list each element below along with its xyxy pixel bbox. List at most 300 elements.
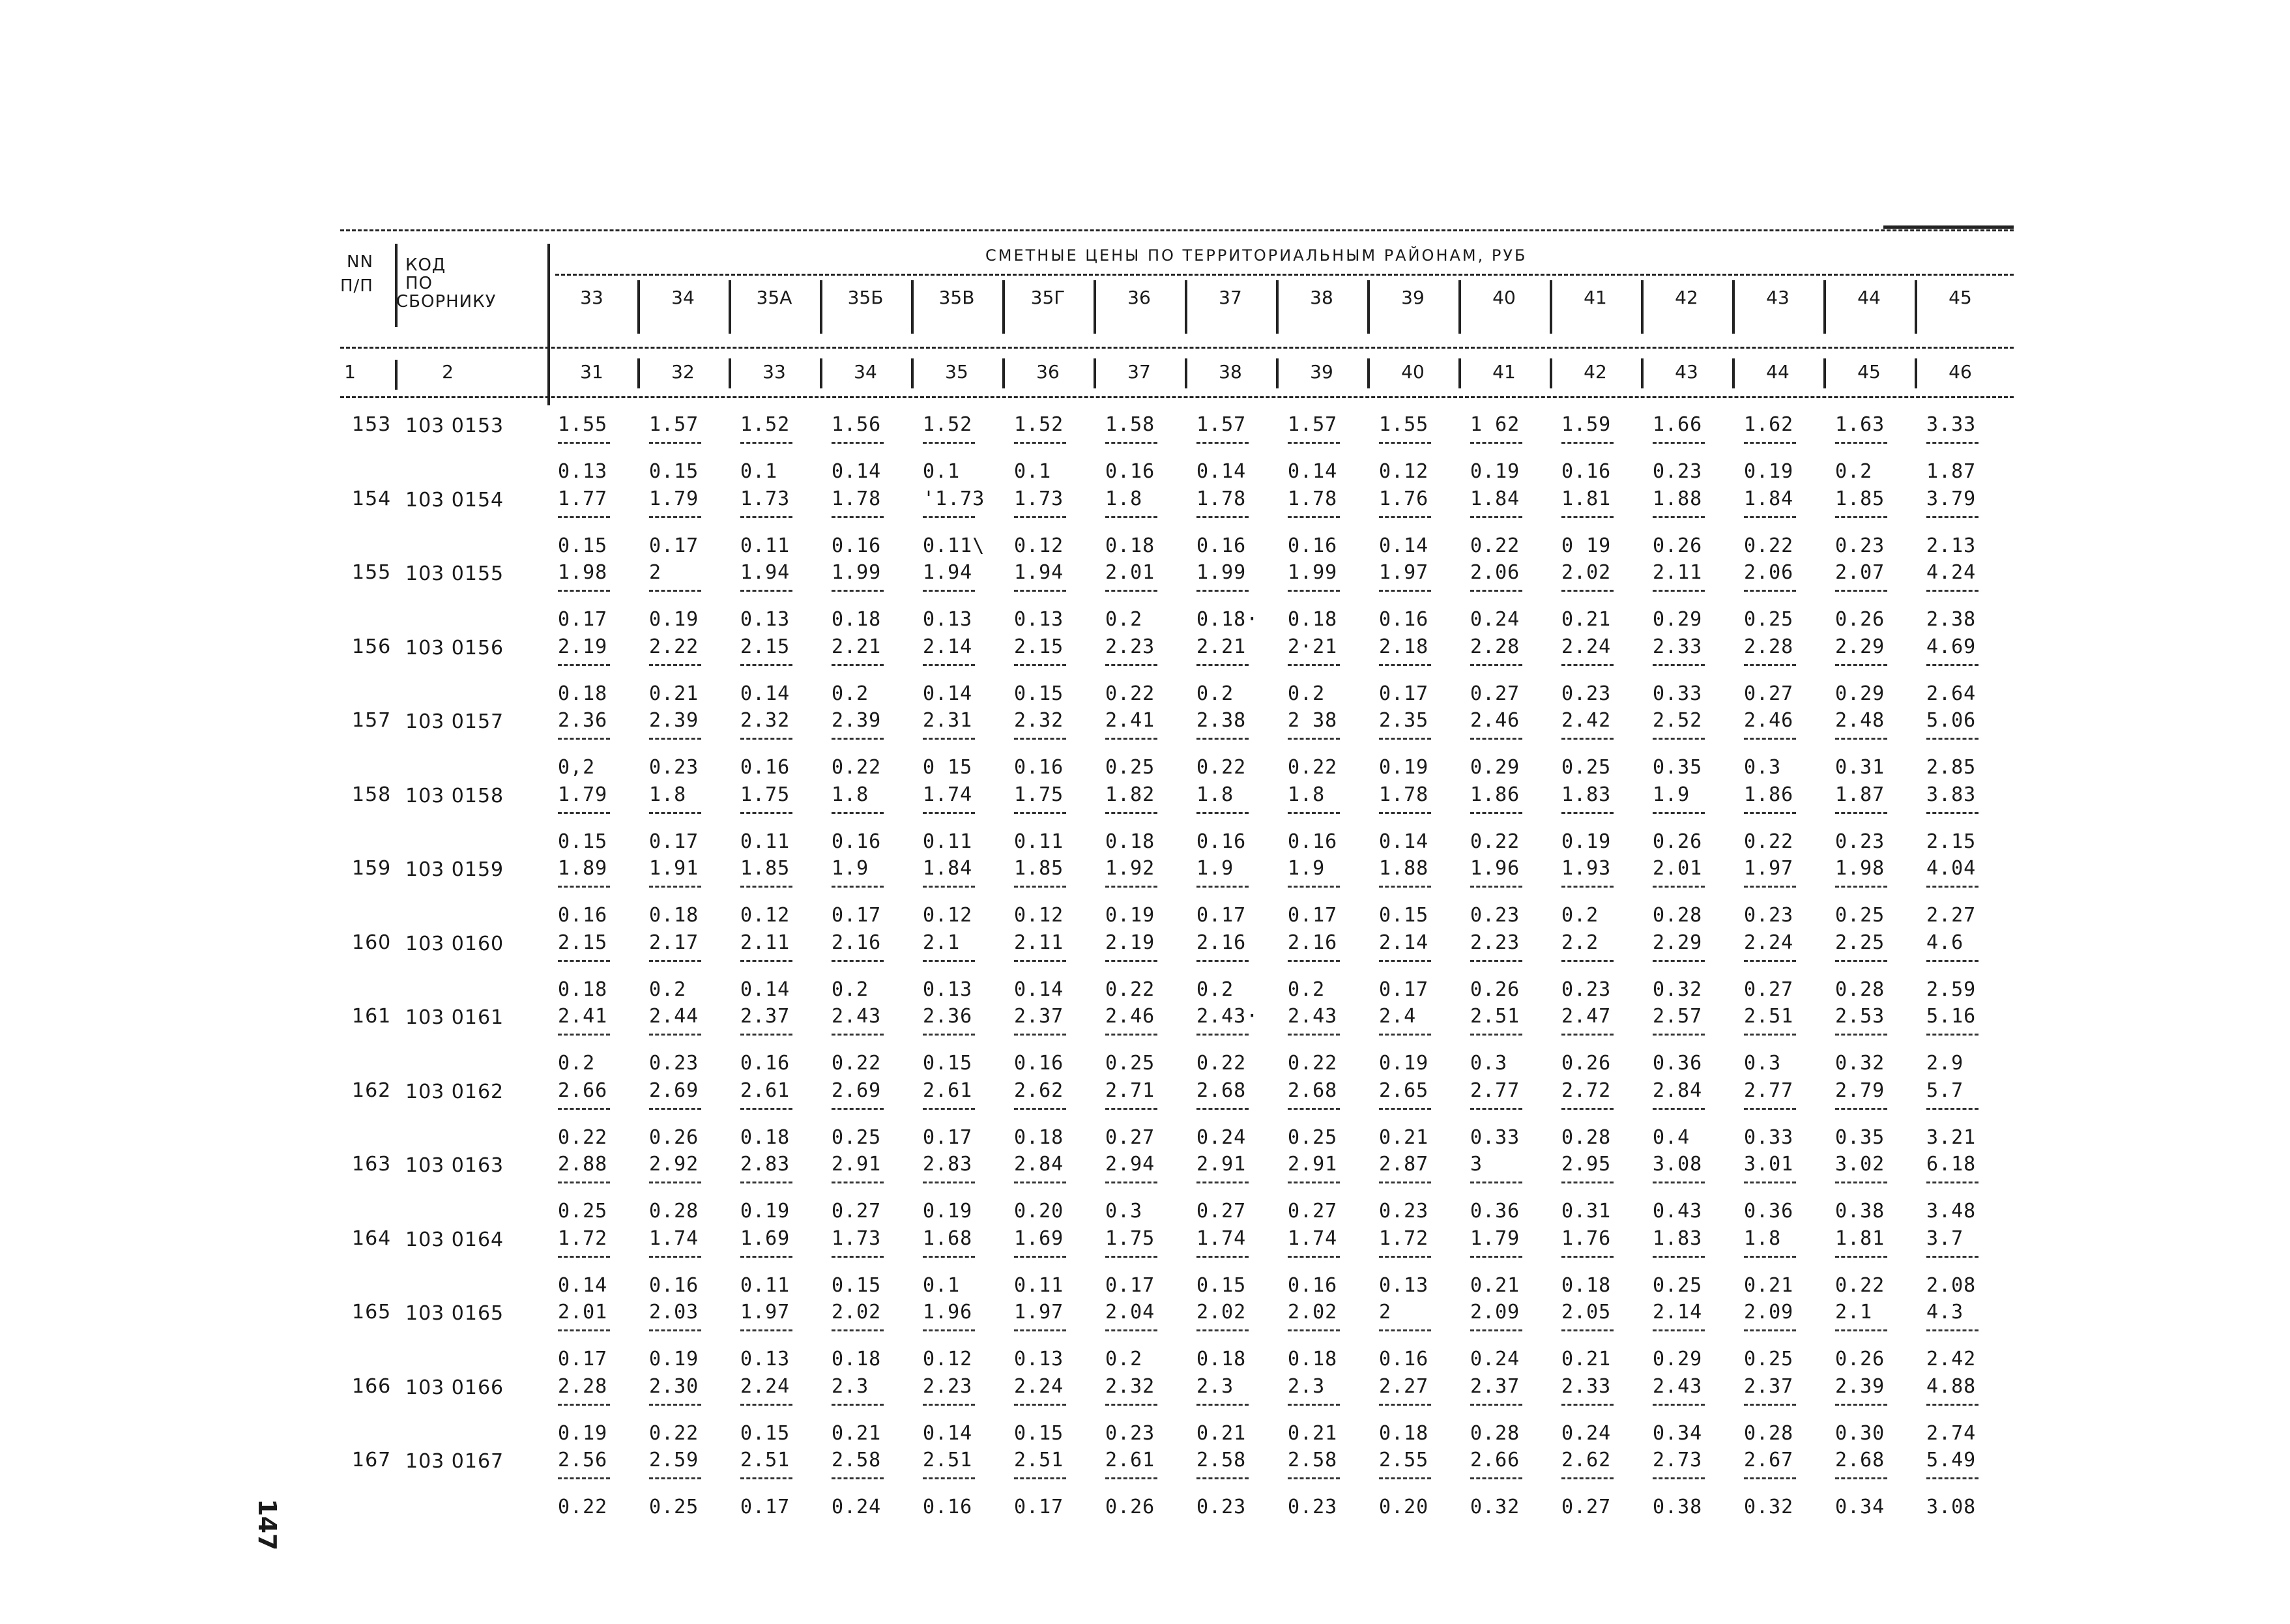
price-value: 1.8: [832, 783, 869, 806]
fraction-rule: [1744, 516, 1796, 518]
price-value: 2.59: [649, 1449, 699, 1472]
price-subvalue: 0.23: [1561, 978, 1612, 1001]
price-value: 2.21: [1196, 635, 1247, 658]
price-value: 2.01: [558, 1301, 608, 1324]
price-subvalue: 0.32: [1835, 1052, 1885, 1075]
price-subvalue: 0.23: [1470, 904, 1520, 927]
price-value: 2.58: [1288, 1449, 1338, 1472]
fraction-rule: [923, 1034, 975, 1036]
price-value: 2 38: [1288, 709, 1338, 732]
price-value: 2.3: [1196, 1374, 1234, 1398]
row-code: 103 0162: [405, 1080, 504, 1103]
price-subvalue: 0.19: [1561, 830, 1612, 853]
code-header-line2: ПО: [405, 274, 433, 293]
price-subvalue: 0.21: [1561, 608, 1612, 631]
price-subvalue: 0.3: [1470, 1052, 1508, 1075]
price-subvalue: 0.25: [1561, 756, 1612, 779]
price-subvalue: 3.21: [1926, 1125, 1977, 1149]
fraction-rule: [1014, 738, 1066, 740]
fraction-rule: [740, 1182, 792, 1183]
header-separator-district: [1458, 280, 1461, 334]
price-subvalue: 2.13: [1926, 534, 1977, 557]
price-value: 2.39: [649, 709, 699, 732]
price-value: 2.15: [1014, 635, 1064, 658]
fraction-rule: [558, 1477, 610, 1479]
row-number: 156: [352, 635, 392, 658]
fraction-rule: [832, 738, 884, 740]
fraction-rule: [1105, 1108, 1157, 1110]
price-value: 2.83: [740, 1153, 790, 1176]
price-value: 2.92: [649, 1153, 699, 1176]
fraction-rule: [649, 664, 701, 666]
price-subvalue: 0.17: [1288, 904, 1338, 927]
fraction-rule: [923, 1256, 975, 1258]
fraction-rule: [1379, 886, 1431, 888]
price-value: 2.02: [1561, 561, 1612, 584]
price-subvalue: 0.19: [1379, 756, 1429, 779]
fraction-rule: [1835, 1477, 1887, 1479]
price-subvalue: 0.17: [1379, 978, 1429, 1001]
fraction-rule: [1014, 1477, 1066, 1479]
price-value: 4.04: [1926, 857, 1977, 880]
price-value: 2.1: [1835, 1301, 1873, 1324]
price-value: 1.75: [1014, 783, 1064, 806]
price-subvalue: 0.18: [1288, 1348, 1338, 1370]
price-value: 2.69: [832, 1079, 882, 1102]
price-subvalue: 0.14: [832, 460, 882, 483]
row-code: 103 0156: [405, 636, 504, 660]
price-subvalue: 0.2: [1561, 904, 1599, 927]
fraction-rule: [1561, 1182, 1614, 1183]
price-subvalue: 0.14: [1288, 460, 1338, 483]
price-value: 2.1: [923, 931, 961, 954]
price-value: 1.56: [832, 413, 882, 436]
fraction-rule: [1288, 590, 1340, 592]
header-top-solid-mark: [1883, 225, 2014, 229]
fraction-rule: [740, 1256, 792, 1258]
price-value: 1.9: [1653, 783, 1690, 806]
fraction-rule: [649, 516, 701, 518]
price-subvalue: 0.18: [1105, 534, 1155, 557]
fraction-rule: [1196, 738, 1249, 740]
price-value: 3.01: [1744, 1153, 1794, 1176]
price-value: 2.91: [1196, 1153, 1247, 1176]
price-value: 2.66: [1470, 1449, 1520, 1472]
price-value: 1.79: [558, 783, 608, 806]
price-value: 2.19: [558, 635, 608, 658]
price-subvalue: 0.23: [1561, 682, 1612, 705]
fraction-rule: [1105, 1329, 1157, 1331]
fraction-rule: [649, 886, 701, 888]
fraction-rule: [1470, 664, 1522, 666]
price-value: 1.8: [1744, 1226, 1782, 1250]
price-subvalue: 0.16: [740, 1052, 790, 1075]
price-subvalue: 0.38: [1835, 1200, 1885, 1223]
price-value: 2.16: [832, 931, 882, 954]
price-subvalue: 0.34: [1653, 1421, 1703, 1445]
column-number: 43: [1675, 361, 1698, 383]
fraction-rule: [1835, 1108, 1887, 1110]
price-subvalue: 0.2: [1105, 1348, 1143, 1370]
price-subvalue: 0.36: [1744, 1200, 1794, 1223]
fraction-rule: [1105, 590, 1157, 592]
price-subvalue: 0.2: [832, 682, 869, 705]
fraction-rule: [1014, 1182, 1066, 1183]
fraction-rule: [1653, 960, 1705, 962]
fraction-rule: [558, 812, 610, 814]
price-subvalue: 0.25: [1744, 608, 1794, 631]
row-number: 163: [352, 1153, 392, 1176]
district-header: 42: [1675, 287, 1698, 308]
fraction-rule: [1653, 886, 1705, 888]
price-value: 2.43·: [1196, 1005, 1259, 1028]
price-subvalue: 0.36: [1470, 1200, 1520, 1223]
fraction-rule: [649, 590, 701, 592]
column-number: 46: [1949, 361, 1972, 383]
district-header: 43: [1766, 287, 1790, 308]
fraction-rule: [1470, 960, 1522, 962]
price-subvalue: 0.13: [1379, 1273, 1429, 1297]
price-subvalue: 0.36: [1653, 1052, 1703, 1075]
fraction-rule: [1196, 1182, 1249, 1183]
price-subvalue: 0.1: [923, 1273, 961, 1297]
price-subvalue: 0.18: [832, 608, 882, 631]
column-number: 1: [344, 361, 356, 383]
fraction-rule: [923, 960, 975, 962]
price-subvalue: 0.22: [1196, 756, 1247, 779]
fraction-rule: [1561, 738, 1614, 740]
price-subvalue: 0.17: [923, 1125, 973, 1149]
price-value: 1.82: [1105, 783, 1155, 806]
fraction-rule: [1379, 960, 1431, 962]
fraction-rule: [740, 1329, 792, 1331]
price-subvalue: 0.16: [649, 1273, 699, 1297]
fraction-rule: [1470, 516, 1522, 518]
fraction-rule: [1561, 960, 1614, 962]
price-value: 2.39: [832, 709, 882, 732]
price-value: 2.4: [1379, 1005, 1417, 1028]
price-value: 2.84: [1014, 1153, 1064, 1176]
price-subvalue: 0.17: [832, 904, 882, 927]
price-value: 2.69: [649, 1079, 699, 1102]
price-value: 2.22: [649, 635, 699, 658]
price-value: 2.67: [1744, 1449, 1794, 1472]
fraction-rule: [1014, 1404, 1066, 1406]
price-value: 2.91: [1288, 1153, 1338, 1176]
row-number: 167: [352, 1449, 392, 1472]
fraction-rule: [1196, 886, 1249, 888]
header-separator-colnum: [1823, 358, 1826, 388]
price-value: 1.86: [1744, 783, 1794, 806]
price-value: 2.31: [923, 709, 973, 732]
price-value: 1.76: [1379, 487, 1429, 510]
fraction-rule: [1653, 1404, 1705, 1406]
price-subvalue: 0.14: [1196, 460, 1247, 483]
price-value: 2.14: [1653, 1301, 1703, 1324]
row-number: 164: [352, 1226, 392, 1250]
fraction-rule: [1288, 1034, 1340, 1036]
fraction-rule: [1744, 812, 1796, 814]
fraction-rule: [649, 1256, 701, 1258]
price-value: 1.66: [1653, 413, 1703, 436]
price-value: 4.24: [1926, 561, 1977, 584]
price-subvalue: 0.22: [1744, 830, 1794, 853]
fraction-rule: [649, 1404, 701, 1406]
column-number: 35: [945, 361, 968, 383]
header-separator-district: [1732, 280, 1735, 334]
body-top-rule: [340, 396, 2014, 398]
price-value: 2: [649, 561, 662, 584]
price-subvalue: 0.23: [1835, 830, 1885, 853]
fraction-rule: [1926, 886, 1978, 888]
fraction-rule: [1561, 1034, 1614, 1036]
price-value: 1.55: [1379, 413, 1429, 436]
price-value: 2.77: [1470, 1079, 1520, 1102]
price-subvalue: 0.28: [1744, 1421, 1794, 1445]
price-value: 1.73: [832, 1226, 882, 1250]
fraction-rule: [558, 960, 610, 962]
fraction-rule: [1379, 1108, 1431, 1110]
fraction-rule: [1561, 664, 1614, 666]
fraction-rule: [1105, 1256, 1157, 1258]
price-subvalue: 2.15: [1926, 830, 1977, 853]
price-value: 1.98: [558, 561, 608, 584]
header-separator-district: [1094, 280, 1096, 334]
price-value: 1.57: [649, 413, 699, 436]
price-value: 2.09: [1744, 1301, 1794, 1324]
price-subvalue: 0.12: [1014, 534, 1064, 557]
price-value: 2.58: [832, 1449, 882, 1472]
price-value: 2.05: [1561, 1301, 1612, 1324]
price-subvalue: 0.12: [923, 904, 973, 927]
fraction-rule: [1653, 590, 1705, 592]
price-value: 2.55: [1379, 1449, 1429, 1472]
price-subvalue: 0.33: [1744, 1125, 1794, 1149]
price-value: 1.97: [740, 1301, 790, 1324]
page-number: 147: [253, 1499, 282, 1551]
price-subvalue: 0,2: [558, 756, 596, 779]
price-value: 2.71: [1105, 1079, 1155, 1102]
price-value: 2.52: [1653, 709, 1703, 732]
price-subvalue: 0.26: [1835, 1348, 1885, 1370]
fraction-rule: [1744, 442, 1796, 444]
price-subvalue: 0.22: [832, 756, 882, 779]
fraction-rule: [1105, 960, 1157, 962]
fraction-rule: [740, 1477, 792, 1479]
price-subvalue: 0.25: [1105, 1052, 1155, 1075]
fraction-rule: [1470, 1182, 1522, 1183]
price-value: 2.11: [1014, 931, 1064, 954]
price-value: 2.33: [1561, 1374, 1612, 1398]
price-subvalue: 0.18: [558, 978, 608, 1001]
fraction-rule: [1105, 812, 1157, 814]
fraction-rule: [1835, 886, 1887, 888]
price-value: 2.79: [1835, 1079, 1885, 1102]
fraction-rule: [923, 516, 975, 518]
price-value: 1.75: [740, 783, 790, 806]
price-value: 1.52: [923, 413, 973, 436]
price-subvalue: 0.28: [1470, 1421, 1520, 1445]
price-subvalue: 0.29: [1653, 1348, 1703, 1370]
price-subvalue: 0.21: [1744, 1273, 1794, 1297]
price-subvalue: 0.21: [649, 682, 699, 705]
fraction-rule: [649, 812, 701, 814]
price-value: 2.61: [740, 1079, 790, 1102]
price-value: 2.35: [1379, 709, 1429, 732]
price-value: 1.77: [558, 487, 608, 510]
price-value: 5.06: [1926, 709, 1977, 732]
price-subvalue: 2.38: [1926, 608, 1977, 631]
price-value: 2.51: [923, 1449, 973, 1472]
price-value: 2.32: [740, 709, 790, 732]
fraction-rule: [1653, 738, 1705, 740]
price-value: 2.16: [1196, 931, 1247, 954]
price-value: 2.02: [1196, 1301, 1247, 1324]
price-value: 5.16: [1926, 1005, 1977, 1028]
price-value: 3: [1470, 1153, 1483, 1176]
price-value: 4.3: [1926, 1301, 1964, 1324]
price-subvalue: 0.14: [1014, 978, 1064, 1001]
price-subvalue: 0.23: [1196, 1496, 1247, 1518]
row-number: 162: [352, 1079, 392, 1102]
price-subvalue: 0.15: [1196, 1273, 1247, 1297]
price-subvalue: 0.15: [740, 1421, 790, 1445]
fraction-rule: [740, 1108, 792, 1110]
price-value: 1.75: [1105, 1226, 1155, 1250]
price-value: 1.84: [1744, 487, 1794, 510]
row-number: 155: [352, 561, 392, 584]
fraction-rule: [1835, 664, 1887, 666]
price-value: 1.58: [1105, 413, 1155, 436]
price-value: 1.87: [1835, 783, 1885, 806]
price-value: 2.33: [1653, 635, 1703, 658]
price-subvalue: 2.9: [1926, 1052, 1964, 1075]
price-value: 1.8: [649, 783, 687, 806]
price-subvalue: 0.21: [1196, 1421, 1247, 1445]
price-subvalue: 0.22: [1288, 756, 1338, 779]
price-value: 1.89: [558, 857, 608, 880]
price-subvalue: 0.28: [1561, 1125, 1612, 1149]
price-value: 1.74: [1196, 1226, 1247, 1250]
fraction-rule: [1105, 664, 1157, 666]
header-separator-district: [1550, 280, 1552, 334]
district-header: 37: [1219, 287, 1242, 308]
column-number: 33: [762, 361, 786, 383]
price-subvalue: 0.13: [558, 460, 608, 483]
fraction-rule: [1653, 812, 1705, 814]
price-value: 2.88: [558, 1153, 608, 1176]
price-value: 2.3: [832, 1374, 869, 1398]
price-value: 4.88: [1926, 1374, 1977, 1398]
fraction-rule: [1561, 516, 1614, 518]
price-subvalue: 0.13: [1014, 608, 1064, 631]
price-subvalue: 0.19: [1379, 1052, 1429, 1075]
fraction-rule: [1926, 1108, 1978, 1110]
price-subvalue: 0.29: [1653, 608, 1703, 631]
price-subvalue: 0.18: [1014, 1125, 1064, 1149]
price-value: 1.62: [1744, 413, 1794, 436]
fraction-rule: [1926, 960, 1978, 962]
price-value: 2.11: [1653, 561, 1703, 584]
fraction-rule: [1196, 812, 1249, 814]
fraction-rule: [1653, 1329, 1705, 1331]
price-value: 1.8: [1105, 487, 1143, 510]
header-separator-district: [1367, 280, 1370, 334]
price-subvalue: 0.27: [1288, 1200, 1338, 1223]
price-value: 2.02: [832, 1301, 882, 1324]
price-subvalue: 0.16: [1288, 534, 1338, 557]
price-value: 1.69: [1014, 1226, 1064, 1250]
price-value: 2.51: [1014, 1449, 1064, 1472]
price-subvalue: 0.18: [1288, 608, 1338, 631]
fraction-rule: [832, 1256, 884, 1258]
header-separator-district: [820, 280, 822, 334]
fraction-rule: [1470, 738, 1522, 740]
price-subvalue: 0.16: [558, 904, 608, 927]
price-value: 2.15: [740, 635, 790, 658]
price-subvalue: 0.19: [558, 1421, 608, 1445]
header-separator-colnum: [820, 358, 822, 388]
price-value: 3.02: [1835, 1153, 1885, 1176]
price-subvalue: 0.27: [832, 1200, 882, 1223]
price-value: 2.29: [1653, 931, 1703, 954]
fraction-rule: [1288, 1182, 1340, 1183]
price-value: 2.2: [1561, 931, 1599, 954]
price-subvalue: 0.3: [1744, 756, 1782, 779]
price-value: 1.83: [1653, 1226, 1703, 1250]
fraction-rule: [1561, 886, 1614, 888]
price-value: 1.99: [1196, 561, 1247, 584]
price-value: 2.15: [558, 931, 608, 954]
column-number: 37: [1127, 361, 1151, 383]
price-subvalue: 0.2: [1196, 978, 1234, 1001]
price-value: 2.32: [1105, 1374, 1155, 1398]
price-value: 2.23: [1470, 931, 1520, 954]
price-value: 1.84: [923, 857, 973, 880]
price-subvalue: 0.23: [1653, 460, 1703, 483]
price-value: 1.96: [1470, 857, 1520, 880]
price-value: 1.78: [1379, 783, 1429, 806]
price-subvalue: 2.74: [1926, 1421, 1977, 1445]
price-value: 2.43: [1653, 1374, 1703, 1398]
price-subvalue: 0.21: [1470, 1273, 1520, 1297]
row-number: 166: [352, 1374, 392, 1398]
fraction-rule: [1561, 590, 1614, 592]
price-value: 2.58: [1196, 1449, 1247, 1472]
price-value: 2.56: [558, 1449, 608, 1472]
price-value: 2.57: [1653, 1005, 1703, 1028]
price-subvalue: 0.16: [1561, 460, 1612, 483]
price-subvalue: 0.16: [740, 756, 790, 779]
fraction-rule: [1014, 1256, 1066, 1258]
price-value: 3.7: [1926, 1226, 1964, 1250]
fraction-rule: [740, 738, 792, 740]
price-subvalue: 0.15: [832, 1273, 882, 1297]
price-subvalue: 0.16: [832, 534, 882, 557]
price-subvalue: 0.2: [832, 978, 869, 1001]
fraction-rule: [832, 516, 884, 518]
price-value: 2.43: [832, 1005, 882, 1028]
price-subvalue: 2.27: [1926, 904, 1977, 927]
header-separator-district: [637, 280, 640, 334]
column-number: 31: [580, 361, 603, 383]
fraction-rule: [1744, 1329, 1796, 1331]
price-subvalue: 0.34: [1835, 1496, 1885, 1518]
header-separator-colnum: [1094, 358, 1096, 388]
header-separator-colnum: [911, 358, 914, 388]
price-subvalue: 0.22: [1470, 830, 1520, 853]
district-header: 35В: [938, 287, 975, 308]
